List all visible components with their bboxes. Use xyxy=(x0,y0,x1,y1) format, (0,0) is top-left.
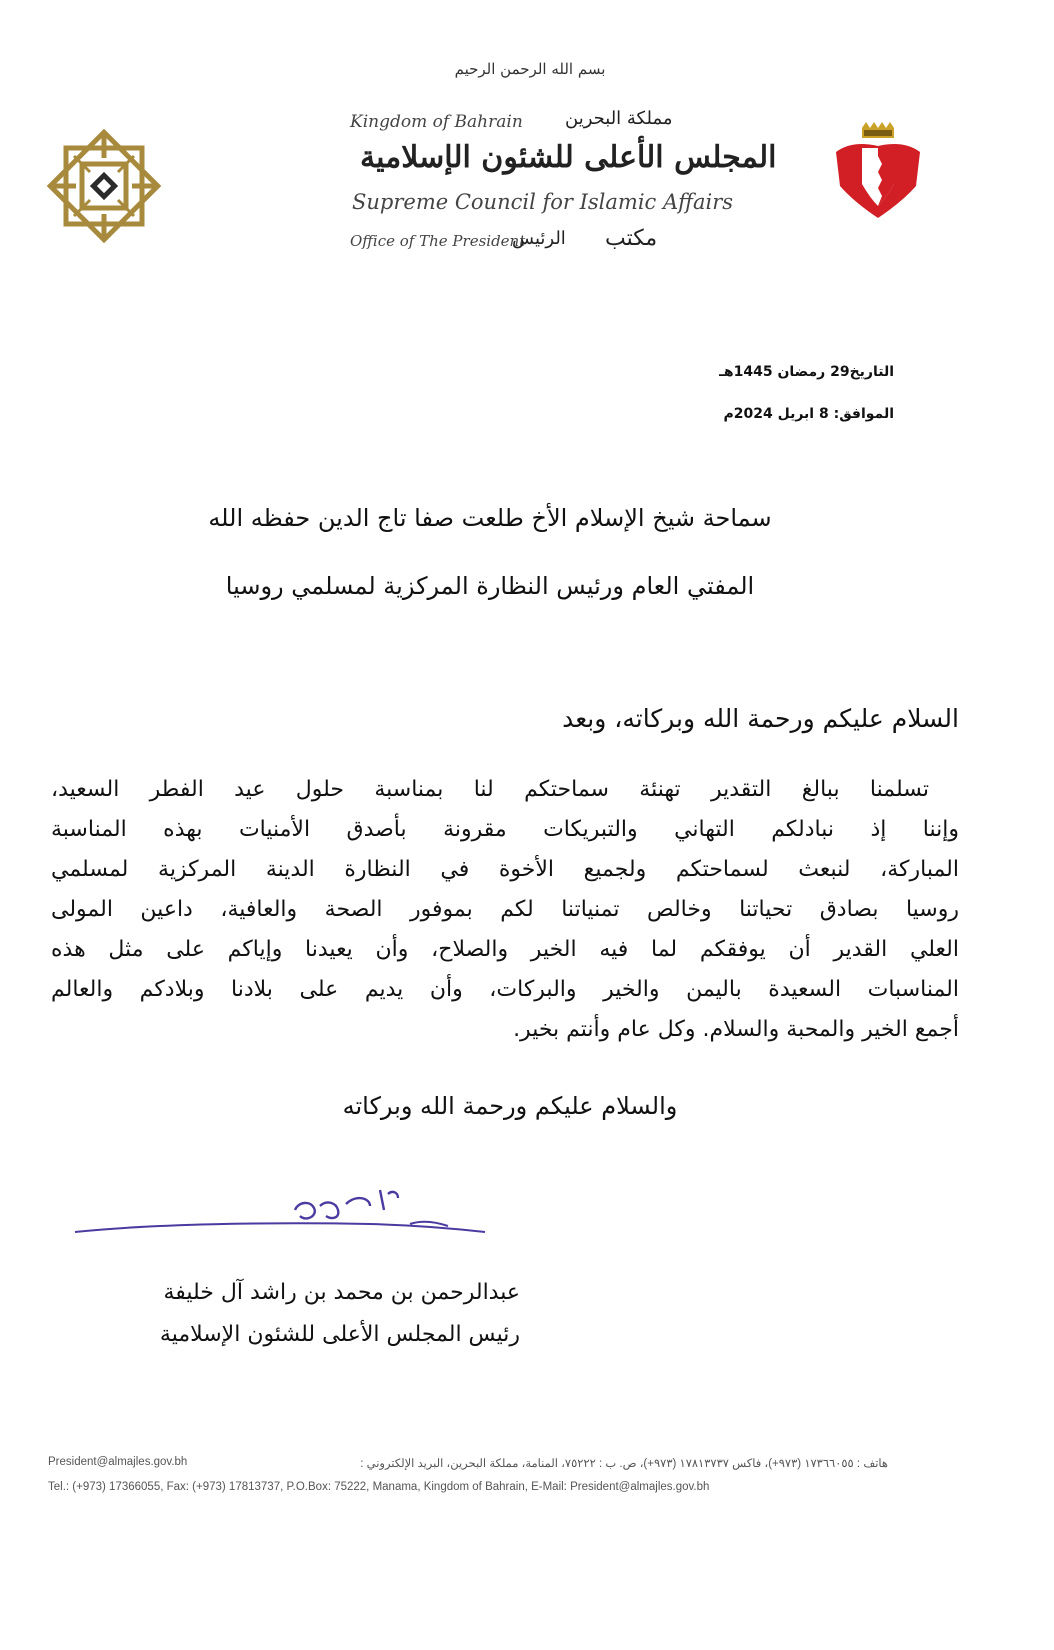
addressee-line-1: سماحة شيخ الإسلام الأخ طلعت صفا تاج الدين حفظه الله xyxy=(208,504,772,532)
footer-email: President@almajles.gov.bh xyxy=(48,1456,188,1468)
body-line: المناسبات السعيدة باليمن والخير والبركات، وأن يديم على بلادنا وبلادكم والعالم xyxy=(51,977,959,1002)
greeting: السلام عليكم ورحمة الله وبركاته، وبعد xyxy=(562,704,959,733)
footer-line-ar: هاتف : ١٧٣٦٦٠٥٥ (٩٧٣+)، فاكس ١٧٨١٣٧٣٧ (٩٧٣+)، ص. ب : ٧٥٢٢٢، المنامة، مملكة البحرين، البريد الإلكتروني : xyxy=(360,1458,888,1470)
body-line: العلي القدير أن يوفقكم لما فيه الخير والصلاح، وأن يعيدنا وإياكم على مثل هذه xyxy=(51,937,959,962)
kingdom-name-en: Kingdom of Bahrain xyxy=(350,112,523,132)
signer-title: رئيس المجلس الأعلى للشئون الإسلامية xyxy=(159,1322,520,1347)
kingdom-name-ar: مملكة البحرين xyxy=(565,108,673,129)
footer-line-en: Tel.: (+973) 17366055, Fax: (+973) 17813737, P.O.Box: 75222, Manama, Kingdom of Bahrain, E-Mail: President@almajles.gov.bh xyxy=(48,1481,710,1493)
signer-name: عبدالرحمن بن محمد بن راشد آل خليفة xyxy=(163,1280,520,1305)
gregorian-date: الموافق: 8 ابريل 2024م xyxy=(723,406,894,422)
addressee-line-2: المفتي العام ورئيس النظارة المركزية لمسلمي روسيا xyxy=(225,572,755,600)
hijri-date: التاريخ29 رمضان 1445هـ xyxy=(719,364,894,380)
handwritten-signature xyxy=(70,1180,490,1250)
office-name-ar-president: الرئيس xyxy=(512,228,566,249)
office-name-ar-office: مكتب xyxy=(605,226,658,251)
letter-body xyxy=(51,770,959,1050)
body-line: وإننا إذ نبادلكم التهاني والتبريكات مقرونة بأصدق الأمنيات بهذه المناسبة xyxy=(51,817,959,842)
council-name-ar: المجلس الأعلى للشئون الإسلامية xyxy=(360,140,777,175)
office-name-en: Office of The President xyxy=(350,232,526,250)
bahrain-emblem xyxy=(832,122,924,220)
body-line: المباركة، لنبعث لسماحتكم ولجميع الأخوة في النظارة الدينة المركزية لمسلمي xyxy=(51,857,959,882)
body-line: أجمع الخير والمحبة والسلام. وكل عام وأنتم بخير. xyxy=(513,1017,959,1042)
basmala: بسم الله الرحمن الرحيم xyxy=(454,60,606,78)
body-line: روسيا بصادق تحياتنا وخالص تمنياتنا لكم بموفور الصحة والعافية، داعين المولى xyxy=(51,897,959,922)
council-logo xyxy=(46,128,162,244)
council-name-en: Supreme Council for Islamic Affairs xyxy=(352,190,734,214)
closing-salutation: والسلام عليكم ورحمة الله وبركاته xyxy=(342,1092,678,1120)
body-line: تسلمنا ببالغ التقدير تهنئة سماحتكم لنا بمناسبة حلول عيد الفطر السعيد، xyxy=(51,777,929,802)
